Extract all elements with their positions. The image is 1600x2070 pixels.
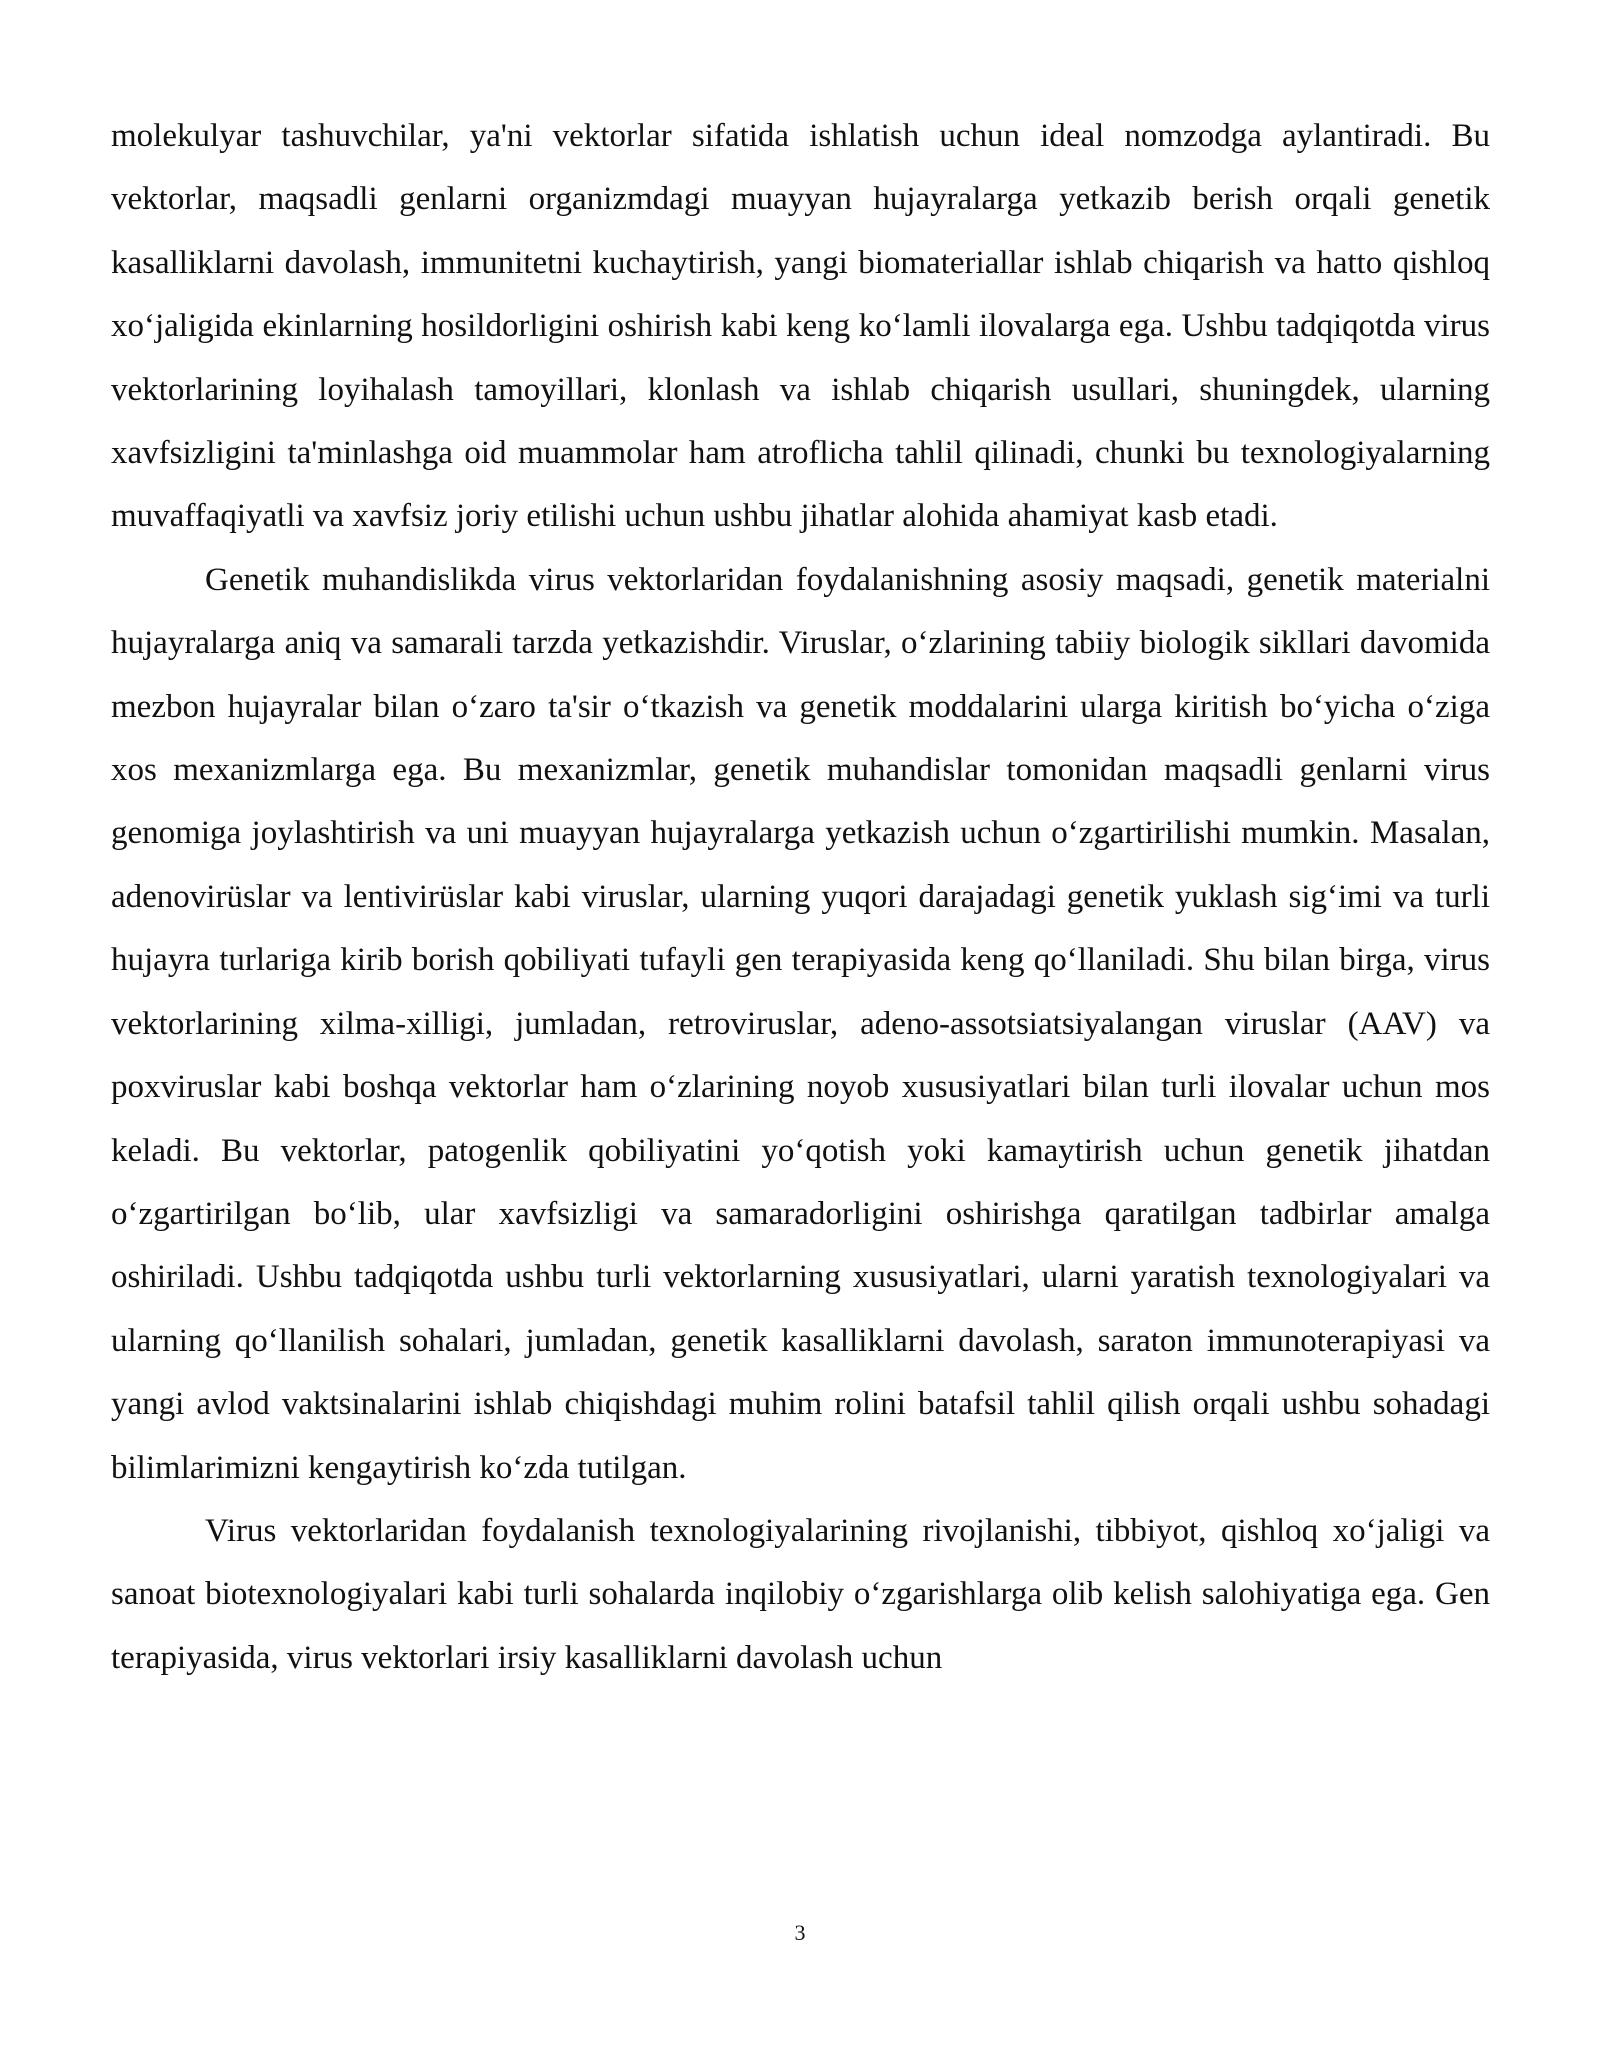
paragraph-virus-vector-purpose: Genetik muhandislikda virus vektorlaridan foydalanishning asosiy maqsadi, genetik materialni hujayralarga aniq va samarali tarzda yetkazishdir. Viruslar, o‘zlarining tabiiy biologik sikllari davomida mezbon hujayralar bilan o‘zaro ta'sir o‘tkazish va genetik moddalarini ularga kiritish bo‘yicha o‘ziga xos mexanizmlarga ega. Bu mexanizmlar, genetik muhandislar tomonidan maqsadli genlarni virus genomiga joylashtirish va uni muayyan hujayralarga yetkazish uchun o‘zgartirilishi mumkin. Masalan, adenovirüslar va lentivirüslar kabi viruslar, ularning yuqori darajadagi genetik yuklash sig‘imi va turli hujayra turlariga kirib borish qobiliyati tufayli gen terapiyasida keng qo‘llaniladi. Shu bilan birga, virus vektorlarining xilma-xilligi, jumladan, retroviruslar, adeno-assotsiatsiyalangan viruslar (AAV) va poxviruslar kabi boshqa vektorlar ham o‘zlarining noyob xususiyatlari bilan turli ilovalar uchun mos keladi. Bu vektorlar, patogenlik qobiliyatini yo‘qotish yoki kamaytirish uchun genetik jihatdan o‘zgartirilgan bo‘lib, ular xavfsizligi va samaradorligini oshirishga qaratilgan tadbirlar amalga oshiriladi. Ushbu tadqiqotda ushbu turli vektorlarning xususiyatlari, ularni yaratish texnologiyalari va ularning qo‘llanilish sohalari, jumladan, genetik kasalliklarni davolash, saraton immunoterapiyasi va yangi avlod vaktsinalarini ishlab chiqishdagi muhim rolini batafsil tahlil qilish orqali ushbu sohadagi bilimlarimizni kengaytirish ko‘zda tutilgan. [111,561,1490,1486]
paragraph-technology-development: Virus vektorlaridan foydalanish texnologiyalarining rivojlanishi, tibbiyot, qishloq xo‘jaligi va sanoat biotexnologiyalari kabi turli sohalarda inqilobiy o‘zgarishlarga olib kelish salohiyatiga ega. Gen terapiyasida, virus vektorlari irsiy kasalliklarni davolash uchun [111,1512,1490,1676]
document-page [111,105,1490,1690]
page-number: 3 [794,1920,806,1945]
paragraph-continuation: molekulyar tashuvchilar, ya'ni vektorlar sifatida ishlatish uchun ideal nomzodga aylantiradi. Bu vektorlar, maqsadli genlarni organizmdagi muayyan hujayralarga yetkazib berish orqali genetik kasalliklarni davolash, immunitetni kuchaytirish, yangi biomateriallar ishlab chiqarish va hatto qishloq xo‘jaligida ekinlarning hosildorligini oshirish kabi keng ko‘lamli ilovalarga ega. Ushbu tadqiqotda virus vektorlarining loyihalash tamoyillari, klonlash va ishlab chiqarish usullari, shuningdek, ularning xavfsizligini ta'minlashga oid muammolar ham atroflicha tahlil qilinadi, chunki bu texnologiyalarning muvaffaqiyatli va xavfsiz joriy etilishi uchun ushbu jihatlar alohida ahamiyat kasb etadi. [111,118,1490,535]
